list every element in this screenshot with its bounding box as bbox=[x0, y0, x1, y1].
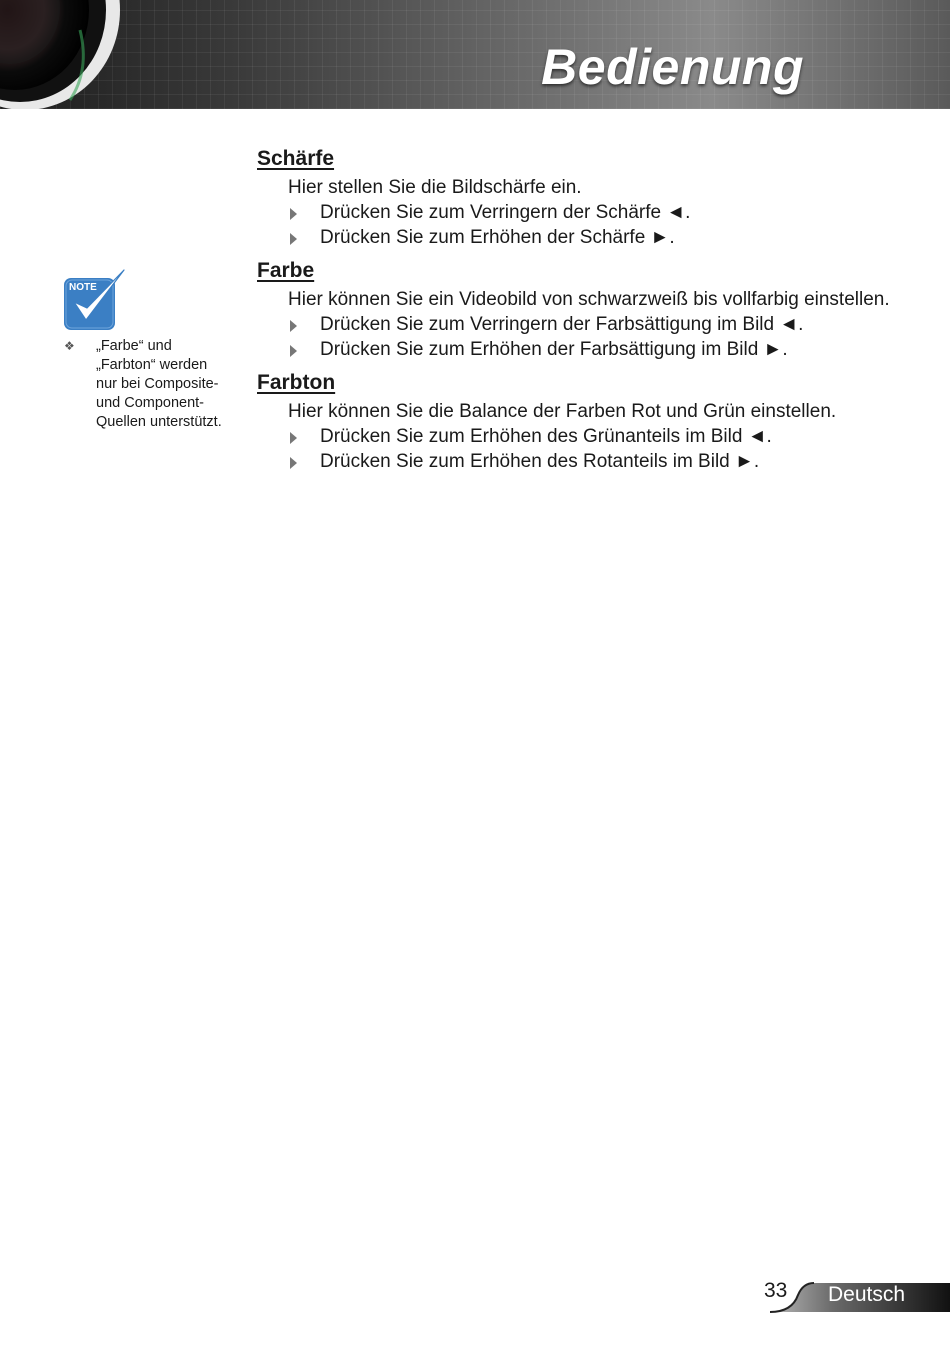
triangle-bullet-icon bbox=[290, 457, 297, 469]
section-description: Hier stellen Sie die Bildschärfe ein. bbox=[288, 177, 582, 198]
section-heading: Farbe bbox=[257, 259, 315, 282]
bullet-list bbox=[257, 312, 897, 362]
bullet-list bbox=[257, 200, 897, 250]
page-title: Bedienung bbox=[541, 39, 804, 95]
bullet-text: Drücken Sie zum Verringern der Schärfe ◄. bbox=[320, 202, 691, 223]
list-item bbox=[257, 424, 897, 449]
list-item bbox=[257, 225, 897, 250]
triangle-bullet-icon bbox=[290, 208, 297, 220]
section-farbe bbox=[257, 257, 897, 362]
bullet-text: Drücken Sie zum Erhöhen der Farbsättigung im Bild ►. bbox=[320, 339, 788, 360]
bullet-text: Drücken Sie zum Erhöhen des Grünanteils im Bild ◄. bbox=[320, 426, 772, 447]
page-header bbox=[0, 0, 950, 109]
main-content bbox=[257, 145, 897, 481]
section-heading: Schärfe bbox=[257, 147, 335, 170]
section-heading: Farbton bbox=[257, 371, 336, 394]
section-description: Hier können Sie ein Videobild von schwarzweiß bis vollfarbig einstellen. bbox=[288, 289, 890, 310]
list-item bbox=[257, 337, 897, 362]
list-item bbox=[257, 312, 897, 337]
bullet-list bbox=[257, 424, 897, 474]
triangle-bullet-icon bbox=[290, 320, 297, 332]
triangle-bullet-icon bbox=[290, 432, 297, 444]
section-farbton bbox=[257, 369, 897, 474]
list-item bbox=[257, 449, 897, 474]
triangle-bullet-icon bbox=[290, 345, 297, 357]
projector-lens-graphic bbox=[0, 0, 120, 109]
bullet-text: Drücken Sie zum Verringern der Farbsättigung im Bild ◄. bbox=[320, 314, 804, 335]
list-item bbox=[257, 200, 897, 225]
note-list-item bbox=[64, 337, 224, 432]
triangle-bullet-icon bbox=[290, 233, 297, 245]
note-text: „Farbe“ und „Farbton“ werden nur bei Composite- und Component-Quellen unterstützt. bbox=[96, 338, 222, 430]
footer-language: Deutsch bbox=[828, 1283, 906, 1306]
section-schaerfe bbox=[257, 145, 897, 250]
section-description: Hier können Sie die Balance der Farben Rot und Grün einstellen. bbox=[288, 401, 837, 422]
diamond-bullet-icon: ❖ bbox=[64, 339, 75, 353]
note-icon-label: NOTE bbox=[69, 282, 97, 293]
page-number: 33 bbox=[764, 1279, 788, 1302]
note-checkmark-icon bbox=[62, 268, 128, 332]
bullet-text: Drücken Sie zum Erhöhen des Rotanteils im Bild ►. bbox=[320, 451, 760, 472]
bullet-text: Drücken Sie zum Erhöhen der Schärfe ►. bbox=[320, 227, 675, 248]
